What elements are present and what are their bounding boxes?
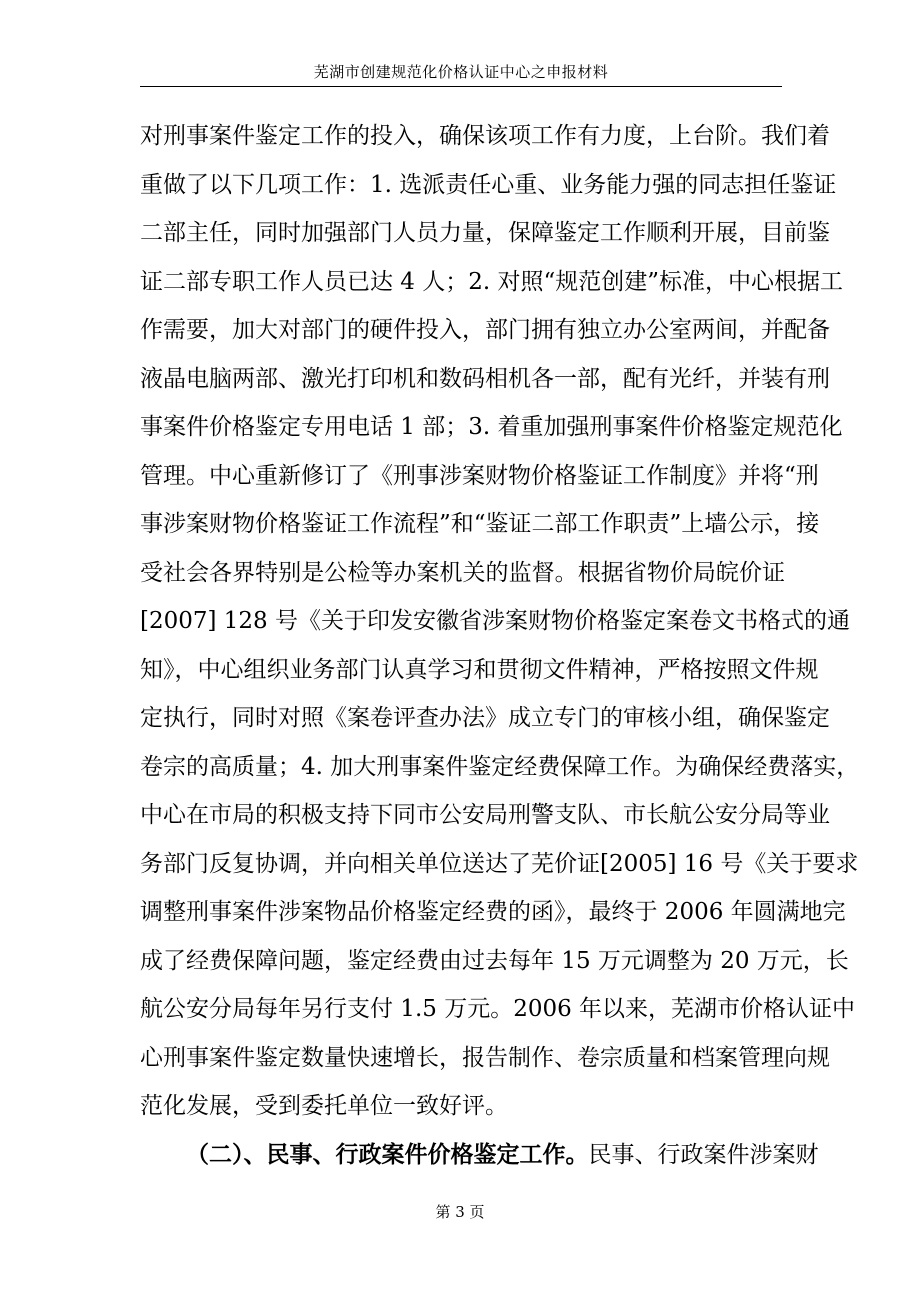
paragraph-line: 定执行，同时对照《案卷评查办法》成立专门的审核小组，确保鉴定: [140, 705, 830, 731]
paragraph-line: 管理。中心重新修订了《刑事涉案财物价格鉴证工作制度》并将“刑: [140, 462, 819, 489]
paragraph-line: 调整刑事案件涉案物品价格鉴定经费的函》，最终于 2006 年圆满地完: [140, 899, 846, 925]
paragraph-line: 作需要，加大对部门的硬件投入，部门拥有独立办公室两间，并配备: [140, 317, 830, 343]
running-header: 芜湖市创建规范化价格认证中心之申报材料: [313, 63, 609, 81]
header-divider: [140, 86, 782, 87]
paragraph-line: 二部主任，同时加强部门人员力量，保障鉴定工作顺利开展，目前鉴: [140, 220, 830, 246]
paragraph-line: 中心在市局的积极支持下同市公安局刑警支队、市长航公安分局等业: [140, 802, 830, 828]
paragraph-line: 重做了以下几项工作：1. 选派责任心重、业务能力强的同志担任鉴证: [140, 171, 837, 198]
paragraph-line: 事涉案财物价格鉴证工作流程”和“鉴证二部工作职责”上墙公示，接: [140, 511, 820, 537]
paragraph-line: 事案件价格鉴定专用电话 1 部；3. 着重加强刑事案件价格鉴定规范化: [140, 414, 843, 440]
section-text: 民事、行政案件涉案财: [588, 1141, 819, 1168]
paragraph-line: 心刑事案件鉴定数量快速增长，报告制作、卷宗质量和档案管理向规: [140, 1044, 830, 1071]
paragraph-line: 证二部专职工作人员已达 4 人；2. 对照“规范创建”标准，中心根据工: [140, 268, 844, 295]
section-line: [140, 1131, 819, 1180]
paragraph-line: 对刑事案件鉴定工作的投入，确保该项工作有力度，上台阶。我们着: [140, 123, 830, 149]
paragraph-line: 液晶电脑两部、激光打印机和数码相机各一部，配有光纤，并装有刑: [140, 365, 830, 392]
paragraph-line: 受社会各界特别是公检等办案机关的监督。根据省物价局皖价证: [140, 559, 785, 586]
page-number: 第 3 页: [435, 1203, 485, 1221]
paragraph-line: 务部门反复协调，并向相关单位送达了芜价证[2005] 16 号《关于要求: [140, 850, 859, 877]
paragraph-line: 卷宗的高质量；4. 加大刑事案件鉴定经费保障工作。为确保经费落实，: [140, 753, 860, 780]
body-text: [140, 112, 860, 1179]
section-heading: （二）、民事、行政案件价格鉴定工作。: [186, 1140, 589, 1168]
paragraph-line: 航公安分局每年另行支付 1.5 万元。2006 年以来，芜湖市价格认证中: [140, 996, 856, 1022]
paragraph-line: 知》，中心组织业务部门认真学习和贯彻文件精神，严格按照文件规: [140, 656, 819, 683]
paragraph-line: [2007] 128 号《关于印发安徽省涉案财物价格鉴定案卷文书格式的通: [140, 608, 851, 634]
paragraph-line: 成了经费保障问题，鉴定经费由过去每年 15 万元调整为 20 万元，长: [140, 947, 849, 974]
paragraph-line: 范化发展，受到委托单位一致好评。: [140, 1093, 508, 1119]
